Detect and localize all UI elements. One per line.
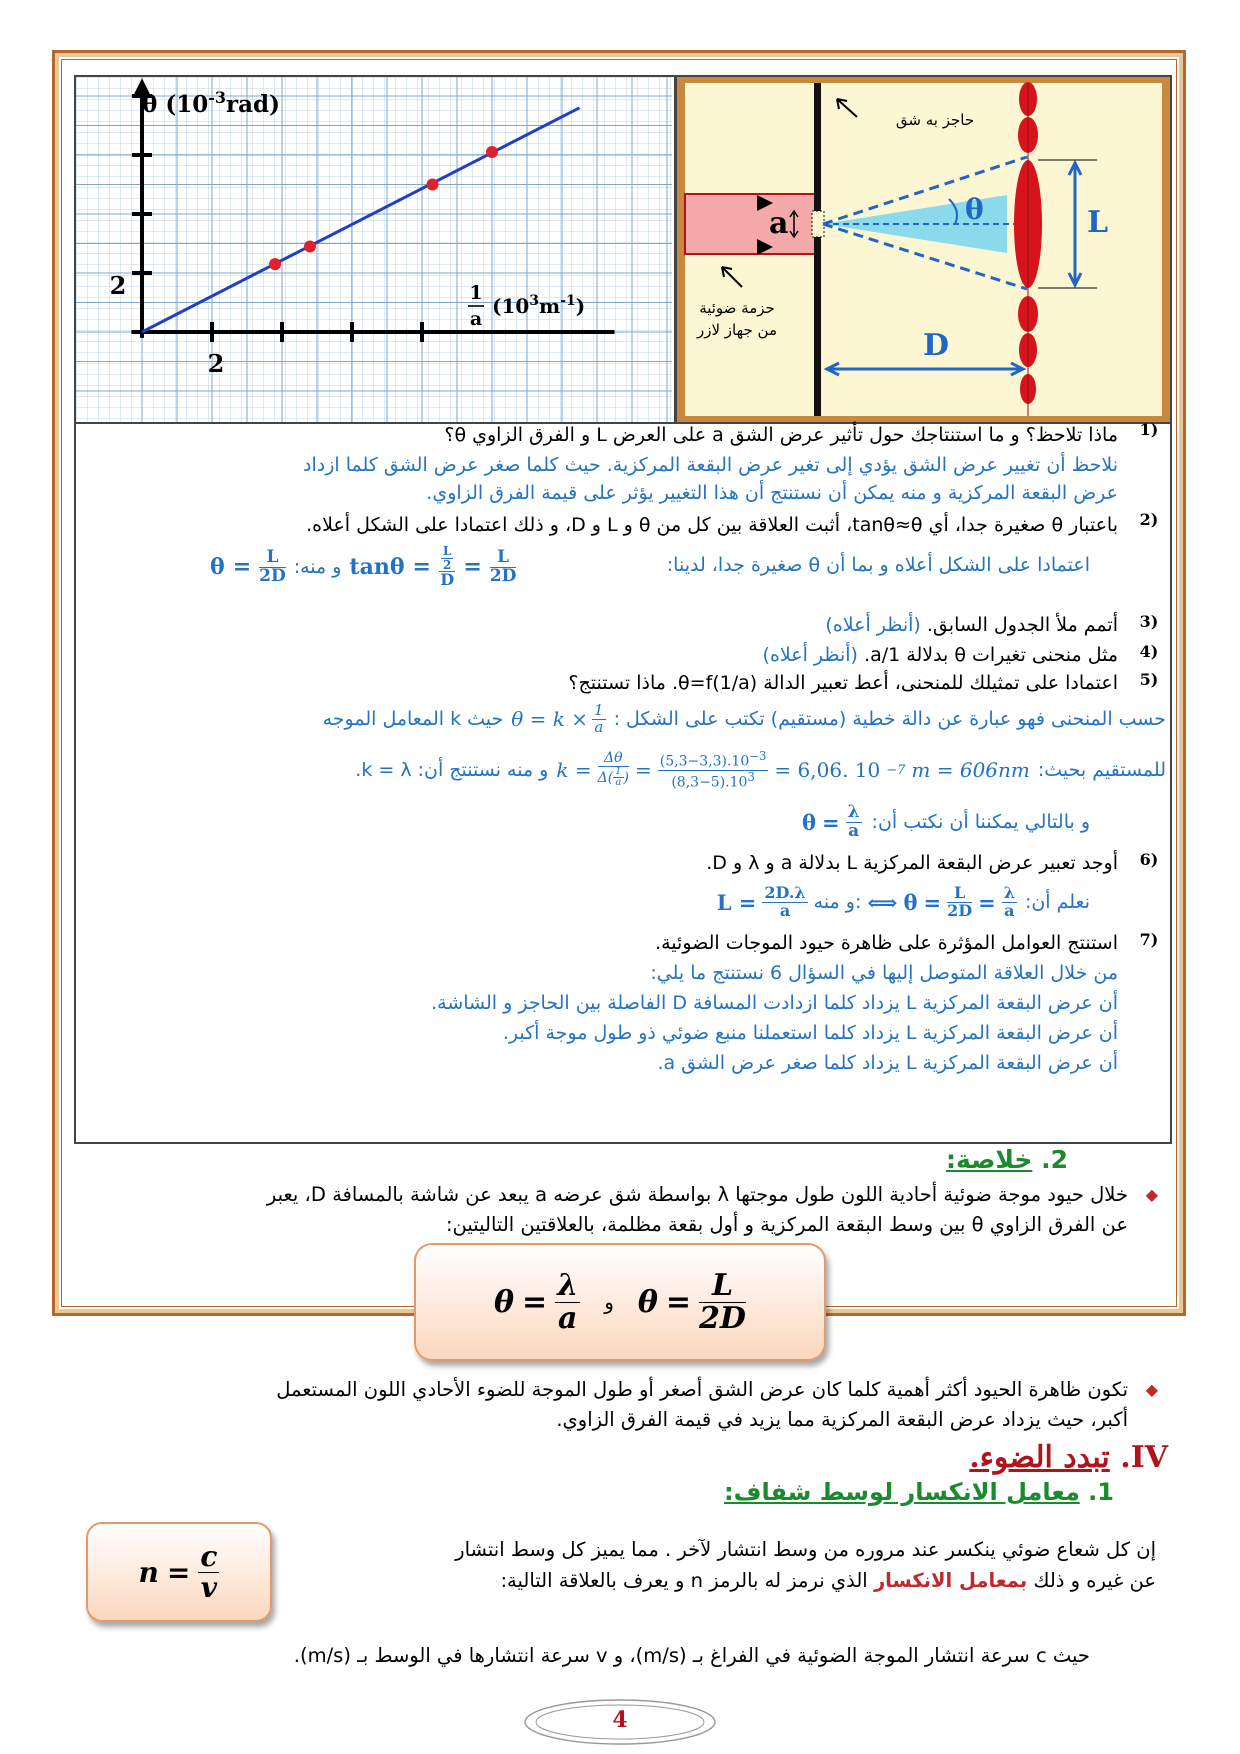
Lhalf-over-D: $\frac{\frac{L}{2}}{D}$	[440, 544, 455, 590]
formula-theta-lambda-a: θ = $\frac{\lambda}{a}$	[494, 1268, 579, 1336]
section4-title: تبدد الضوء.	[969, 1440, 1110, 1475]
q4-text: مثل منحنى تغيرات θ بدلالة 1/a. (أنظر أعلاه)	[762, 644, 1118, 666]
section4-number: IV.	[1120, 1440, 1168, 1475]
section4-heading	[969, 1440, 1168, 1475]
slit	[812, 211, 824, 237]
q7-text: استنتج العوامل المؤثرة على ظاهرة حيود الموجات الضوئية.	[655, 932, 1118, 954]
summary-b2-line1: تكون ظاهرة الحيود أكثر أهمية كلما كان عرض الشق أصغر أو طول الموجة للضوء الأحادي اللون المستعمل	[276, 1378, 1128, 1401]
p1-line1: إن كل شعاع ضوئي ينكسر عند مروره من وسط انتشار لآخر . مما يميز كل وسط انتشار	[455, 1538, 1156, 1561]
page-number-badge	[522, 1697, 718, 1747]
q3-number: 3)	[1139, 612, 1159, 631]
chart-svg	[76, 77, 672, 422]
data-point	[427, 179, 439, 191]
laser-beam	[685, 194, 817, 254]
beam-label-1: حزمة ضوئية	[699, 299, 775, 317]
y-tick-label: 2	[109, 271, 127, 300]
diffraction-setup-figure	[677, 77, 1170, 422]
D-label: D	[923, 328, 950, 363]
summary-b2-line2: أكبر، حيث يزداد عرض البقعة المركزية مما يزيد في قيمة الفرق الزاوي.	[556, 1408, 1128, 1431]
subsection-title: معامل الانكسار لوسط شفاف:	[724, 1478, 1080, 1506]
q2-number: 2)	[1139, 510, 1159, 529]
q5-text: اعتمادا على تمثيلك للمنحنى، أعط تعبير الدالة θ=f(1/a). ماذا تستنتج؟	[568, 672, 1118, 694]
summary-formula-box	[414, 1243, 826, 1361]
beam-label-2: من جهاز لازر	[696, 321, 778, 339]
q7-answer-line4: أن عرض البقعة المركزية L يزداد كلما صغر عرض الشق a.	[657, 1052, 1118, 1074]
L-label: L	[1087, 205, 1109, 240]
data-point	[486, 146, 498, 158]
q2-answer-intro: اعتمادا على الشكل أعلاه و بما أن θ صغيرة جدا، لدينا:	[666, 554, 1090, 576]
figures-row	[74, 75, 1172, 424]
refraction-formula-box: n = $\frac{c}{v}$	[86, 1522, 272, 1622]
setup-svg	[677, 77, 1170, 422]
q7-answer-line3: أن عرض البقعة المركزية L يزداد كلما استعملنا منبع ضوئي ذو طول موجة أكبر.	[502, 1022, 1118, 1044]
formula-theta-L-2D: θ = $\frac{L}{2D}$	[637, 1268, 746, 1336]
theta-vs-inverse-a-graph	[76, 77, 677, 422]
q5-answer-line3: و بالتالي يمكننا أن نكتب أن: θ = $\frac{\lambda}{a}$	[802, 801, 1090, 841]
summary-heading	[946, 1145, 1068, 1174]
q6-number: 6)	[1139, 850, 1159, 869]
section4-paragraph1	[296, 1535, 1156, 1565]
summary-bullet1	[108, 1180, 1158, 1240]
svg-text:1: 1	[469, 282, 483, 304]
barrier-label: حاجز به شق	[895, 111, 975, 129]
q4-number: 4)	[1139, 642, 1159, 661]
q1-answer-line2: عرض البقعة المركزية و منه يمكن أن نستنتج أن هذا التغيير يؤثر على قيمة الفرق الزاوي.	[426, 482, 1118, 504]
q5-answer-line1: حسب المنحنى فهو عبارة عن دالة خطية (مستقيم) تكتب على الشكل : θ = k × $\frac{1}{a}$ حيث k المعامل الموجه	[322, 700, 1166, 736]
section4-paragraph1-line2: عن غيره و ذلك بمعامل الانكسار الذي نرمز له بالرمز n و يعرف بالعلاقة التالية:	[500, 1569, 1156, 1592]
summary-title: خلاصة:	[946, 1145, 1033, 1174]
subsection-heading	[724, 1478, 1114, 1506]
questions-box	[74, 420, 1172, 1144]
summary-b1-line1: خلال حيود موجة ضوئية أحادية اللون طول موجتها λ بواسطة شق عرضه a يبعد عن شاشة بالمسافة D، يعبر	[266, 1183, 1128, 1206]
summary-number: 2.	[1041, 1145, 1068, 1174]
x-tick-label: 2	[207, 349, 225, 378]
q7-answer-line2: أن عرض البقعة المركزية L يزداد كلما ازدادت المسافة D الفاصلة بين الحاجز و الشاشة.	[431, 992, 1118, 1014]
q3-text: أتمم ملأ الجدول السابق. (أنظر أعلاه)	[825, 614, 1118, 636]
theta-label: θ	[965, 193, 984, 226]
theta-symbol: θ	[210, 554, 225, 580]
summary-b1-line2: عن الفرق الزاوي θ بين وسط البقعة المركزية و أول بقعة مظلمة، بالعلاقتين التاليتين:	[445, 1213, 1128, 1236]
L-over-2D: $\frac{L}{2D}$	[259, 546, 286, 586]
section4-paragraph2: حيث c سرعة انتشار الموجة الضوئية في الفراغ بـ (m/s)، و v سرعة انتشارها في الوسط بـ (m/s).	[293, 1644, 1090, 1667]
L-over-2D-2: $\frac{L}{2D}$	[489, 546, 517, 586]
q2-answer-formula: θ = $\frac{L}{2D}$ و منه: tanθ = $\frac{\frac{L}{2}}{D}$ = $\frac{L}{2D}$	[210, 544, 517, 590]
q1-number: 1)	[1139, 420, 1159, 439]
a-label: a	[769, 206, 789, 241]
refraction-index-term: بمعامل الانكسار	[873, 1569, 1028, 1592]
q7-answer-line1: من خلال العلاقة المتوصل إليها في السؤال 6 نستنتج ما يلي:	[650, 962, 1118, 984]
data-point	[269, 258, 281, 270]
page-number: 4	[612, 1707, 628, 1733]
grid-background	[76, 77, 672, 422]
svg-text:a: a	[469, 308, 483, 330]
subsection-number: 1.	[1088, 1478, 1114, 1506]
diamond-bullet-icon: ◆	[1145, 1380, 1158, 1399]
q1-text: ماذا تلاحظ؟ و ما استنتاجك حول تأثير عرض الشق a على العرض L و الفرق الزاوي θ؟	[444, 424, 1118, 446]
barrier	[814, 83, 821, 416]
q6-text: أوجد تعبير عرض البقعة المركزية L بدلالة a و λ و D.	[706, 852, 1118, 874]
q5-number: 5)	[1139, 670, 1159, 689]
q1-answer-line1: نلاحظ أن تغيير عرض الشق يؤدي إلى تغير عرض البقعة المركزية. حيث كلما صغر عرض الشق كلما ازداد	[303, 454, 1118, 476]
summary-bullet2	[108, 1375, 1158, 1435]
diamond-bullet-icon: ◆	[1145, 1185, 1158, 1204]
q7-number: 7)	[1139, 930, 1159, 949]
data-point	[304, 240, 316, 252]
q2-text: باعتبار θ صغيرة جدا، أي tanθ≈θ، أثبت العلاقة بين كل من θ و L و D، و ذلك اعتمادا على الشكل أعلاه.	[306, 514, 1118, 536]
svg-text:(103m-1): $(10^3m^{-1})$	[492, 293, 586, 318]
q2-and-so: و منه:	[293, 556, 342, 578]
q6-answer: نعلم أن: L = $\frac{2D.\lambda}{a}$ و منه: ⟺ θ = $\frac{L}{2D}$ = $\frac{\lambda}{a}$	[716, 882, 1090, 920]
q5-answer-line2: للمستقيم بحيث: k = Δθ Δ( $\frac{1}{a}$ ) = $\frac{(5,3-3,3).10^{-3}}{(8,3-5).10^3}$ = 6,06. 10 −7 m = 606nm و منه نستنتج أن: k = λ.	[355, 749, 1166, 791]
and-word: و	[604, 1290, 614, 1314]
y-axis-label: θ $(10^{-3}rad)$	[142, 88, 281, 118]
